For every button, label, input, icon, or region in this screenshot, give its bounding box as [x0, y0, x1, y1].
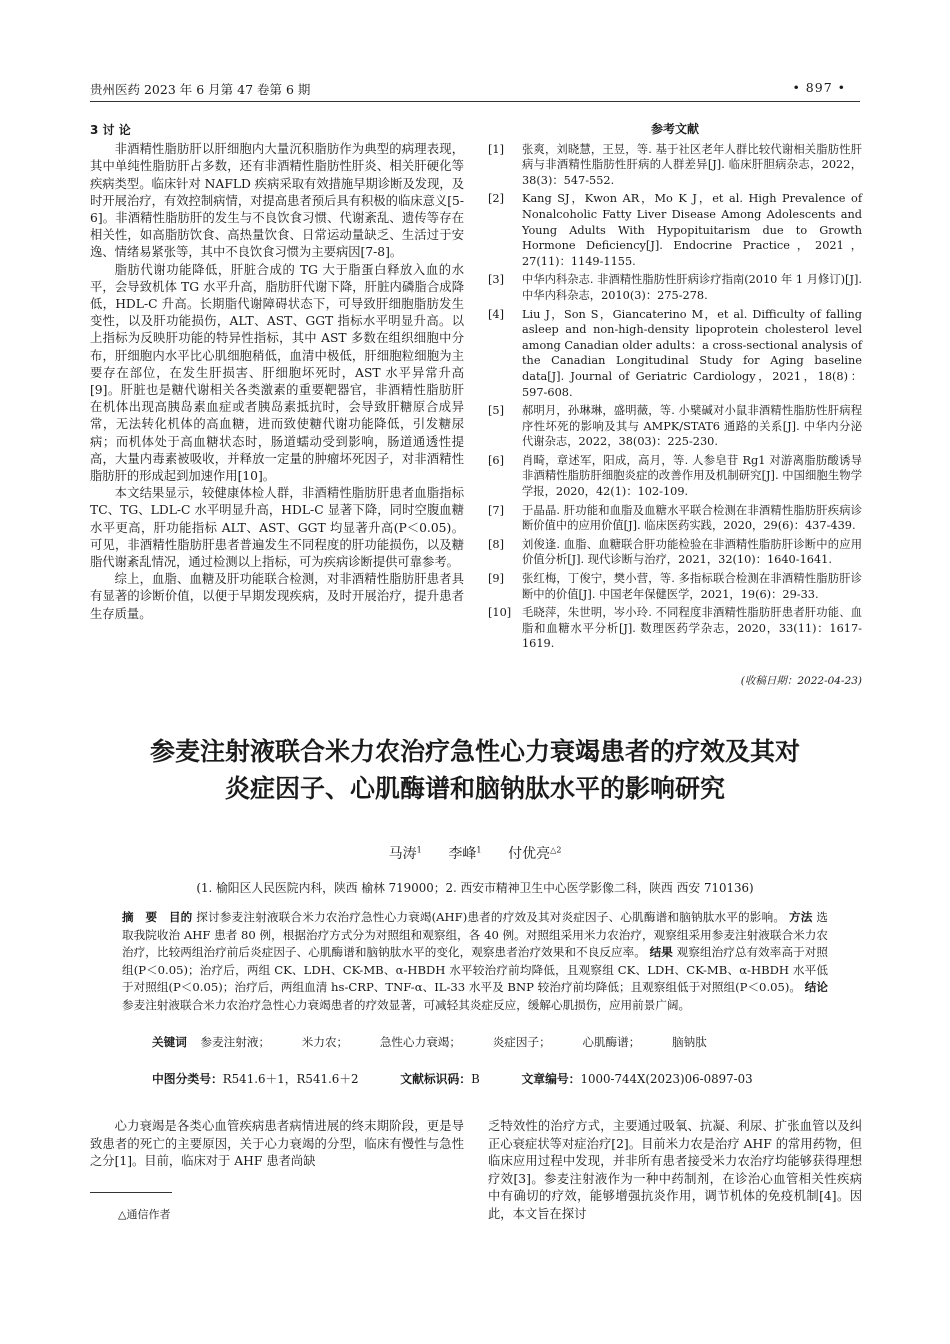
- discussion-paragraph: 脂肪代谢功能降低，肝脏合成的 TG 大于脂蛋白释放入血的水平，会导致机体 TG 水平升高，脂肪肝代谢下降，肝脏内磷脂合成降低，HDL-C 升高。长期脂代谢障碍状态下，可导致肝细胞脂肪发生变性，以及肝功能损伤，ALT、AST、GGT 指标水平明显升高。以上指标为反映肝功能的特异性指标，其中 AST 多数在组织细胞中分布，肝细胞内水平比心肌细胞稍低，血清中极低，肝细胞粒细胞为主要存在部位，在发生肝损害、肝细胞坏死时，AST 水平异常升高[9]。肝脏也是糖代谢相关各类激素的重要靶器官，非酒精性脂肪肝在机体出现高胰岛素血症或者胰岛素抵抗时，会导致肝糖原合成异常，无法转化机体的高血糖，进而致使糖代谢功能降低，引发糖尿病；而机体处于高血糖状态时，肠道蠕动受到影响，肠道通透性提高，大量内毒素被吸收，并释放一定量的肿瘤坏死因子，对非酒精性脂肪肝的形成起到加速作用[10]。: [90, 262, 464, 484]
- reference-item: [488, 307, 862, 401]
- author-name: 马涛: [388, 846, 417, 862]
- article-number-label: 文章编号：: [521, 1072, 581, 1086]
- running-header-page-number: • 897 •: [792, 80, 846, 95]
- reference-number: [9]: [488, 572, 505, 586]
- reference-item: [488, 503, 862, 534]
- author-affiliation-mark: △2: [550, 845, 562, 855]
- conclusion-text: 参麦注射液联合米力农治疗急性心力衰竭患者的疗效显著，可减轻其炎症反应，缓解心肌损伤，应用前景广阔。: [122, 997, 691, 1012]
- keyword: 炎症因子；: [492, 1035, 551, 1049]
- keyword: 参麦注射液；: [200, 1035, 271, 1049]
- intro-paragraph: 乏特效性的治疗方式，主要通过吸氧、抗凝、利尿、扩张血管以及纠正心衰症状等对症治疗[2]。目前米力农是治疗 AHF 的常用药物，但临床应用过程中发现，并非所有患者接受米力农治疗均能够获得理想疗效[3]。参麦注射液作为一种中药制剂，在诊治心血管相关性疾病中有确切的疗效，能够增强抗炎作用，调节机体的免疫机制[4]。因此，本文旨在探讨: [488, 1119, 862, 1221]
- objective-label: 目的: [168, 910, 193, 924]
- reference-number: [1]: [488, 142, 505, 156]
- reference-item: [488, 403, 862, 450]
- reference-text: 张爽，刘晓慧，王昱，等. 基于社区老年人群比较代谢相关脂肪性肝病与非酒精性脂肪性肝病的人群差异[J]. 临床肝胆病杂志，2022，38(3)：547-552.: [522, 142, 862, 187]
- intro-paragraph: 心力衰竭是各类心血管疾病患者病情进展的终末期阶段，更是导致患者的死亡的主要原因，关于心力衰竭的分型，临床有慢性与急性之分[1]。目前，临床对于 AHF 患者尚缺: [90, 1119, 464, 1169]
- article-title: [60, 733, 890, 807]
- reference-item: [488, 191, 862, 269]
- header-divider: [90, 101, 860, 102]
- reference-number: [8]: [488, 537, 505, 551]
- reference-text: 刘俊逢. 血脂、血糖联合肝功能检验在非酒精性脂肪肝诊断中的应用价值分析[J]. 现代诊断与治疗，2021，32(10)：1640-1641.: [522, 537, 862, 567]
- clc-value: R541.6＋1，R541.6＋2: [222, 1072, 359, 1086]
- clc-label: 中图分类号：: [152, 1072, 223, 1086]
- keyword: 急性心力衰竭；: [379, 1035, 461, 1049]
- article-title-line: 炎症因子、心肌酶谱和脑钠肽水平的影响研究: [224, 774, 725, 803]
- keyword: 心肌酶谱；: [582, 1035, 641, 1049]
- discussion-paragraph: 综上，血脂、血糖及肝功能联合检测，对非酒精性脂肪肝患者具有显著的诊断价值，以便于早期发现疾病，及时开展治疗，提升患者生存质量。: [90, 572, 464, 621]
- affiliations: (1. 榆阳区人民医院内科，陕西 榆林 719000；2. 西安市精神卫生中心医学影像二科，陕西 西安 710136): [196, 881, 754, 895]
- reference-number: [3]: [488, 273, 505, 287]
- reference-number: [5]: [488, 404, 505, 418]
- corresponding-author-footnote: △通信作者: [118, 1208, 171, 1221]
- references-heading: 参考文献: [650, 122, 699, 136]
- keywords-label: 关键词: [152, 1035, 187, 1049]
- author-name: 李峰: [448, 846, 477, 862]
- references-section: [488, 122, 862, 690]
- classification-line: [152, 1070, 828, 1087]
- running-header-journal: 贵州医药 2023 年 6 月第 47 卷第 6 期: [90, 82, 311, 97]
- reference-item: [488, 272, 862, 303]
- reference-text: Kang SJ，Kwon AR，Mo K J，et al. High Prevalence of Nonalcoholic Fatty Liver Disease Among Adolescents and Young Adults With Hypopituitarism due to Growth Hormone Deficiency[J]. Endocrine Practice，2021，27(11)：1149-1155.: [522, 192, 862, 268]
- reference-number: [2]: [488, 192, 505, 206]
- reference-number: [4]: [488, 307, 505, 321]
- intro-left-column: [90, 1118, 464, 1171]
- reference-number: [7]: [488, 503, 505, 517]
- discussion-paragraph: 非酒精性脂肪肝以肝细胞内大量沉积脂肪作为典型的病理表现，其中单纯性脂肪肝占多数，还有非酒精性脂肪性肝炎、相关肝硬化等疾病类型。临床针对 NAFLD 疾病采取有效措施早期诊断及发现，及时开展治疗，有效控制病情，对提高患者预后具有积极的临床意义[5-6]。非酒精性脂肪肝的发生与不良饮食习惯、代谢紊乱、遗传等存在相关性，如高脂肪饮食、高热量饮食、日常运动量缺乏、生活过于安逸、情绪易紧张等，其中不良饮食习惯为主要病因[7-8]。: [90, 142, 464, 260]
- reference-item: [488, 605, 862, 652]
- reference-item: [488, 571, 862, 602]
- keyword: 脑钠肽: [672, 1035, 707, 1049]
- intro-right-column: [488, 1118, 862, 1224]
- reference-item: [488, 537, 862, 568]
- reference-text: 郝明月，孙琳琳，盛明薇，等. 小檗碱对小鼠非酒精性脂肪性肝病程序性坏死的影响及其与 AMPK/STAT6 通路的关系[J]. 中华内分泌代谢杂志，2022，38(03)：225-230.: [522, 404, 862, 449]
- discussion-section: [90, 122, 464, 623]
- methods-text: 选取我院收治 AHF 患者 80 例，根据治疗方式分为对照组和观察组，各 40 例。对照组采用米力农治疗，观察组采用参麦注射液联合米力农治疗，比较两组治疗前后炎症因子、心肌酶谱和脑钠肽水平的变化，观察患者治疗效果和不良反应率。: [122, 910, 828, 959]
- reference-item: [488, 142, 862, 189]
- section-heading: 3 讨 论: [90, 123, 131, 137]
- reference-number: [6]: [488, 453, 505, 467]
- reference-text: 中华内科杂志. 非酒精性脂肪性肝病诊疗指南(2010 年 1 月修订)[J]. 中华内科杂志，2010(3)：275-278.: [522, 273, 862, 302]
- reference-text: Liu J，Son S，Giancaterino M，et al. Difficulty of falling asleep and non-high-density lipoprotein cholesterol level among Canadian older adults：a cross-sectional analysis of the Canadian Longitudinal Study for Aging baseline data[J]. Journal of Geriatric Cardiology，2021，18(8)：597-608.: [522, 307, 862, 399]
- reference-text: 张红梅，丁俊宁，樊小营，等. 多指标联合检测在非酒精性脂肪肝诊断中的价值[J]. 中国老年保健医学，2021，19(6)：29-33.: [522, 572, 862, 601]
- methods-label: 方法: [788, 910, 813, 924]
- results-text: 观察组治疗总有效率高于对照组(P＜0.05)；治疗后，两组 CK、LDH、CK-MB、α-HBDH 水平较治疗前均降低，且观察组 CK、LDH、CK-MB、α-HBDH 水平低于对照组(P＜0.05)；治疗后，两组血清 hs-CRP、TNF-α、IL-33 水平及 BNP 较治疗前均降低；且观察组低于对照组(P＜0.05)。: [122, 945, 828, 994]
- reference-item: [488, 453, 862, 500]
- reference-text: 毛晓萍，朱世明，岑小玲. 不同程度非酒精性脂肪肝患者肝功能、血脂和血糖水平分析[J]. 数理医药学杂志，2020，33(11)：1617-1619.: [522, 606, 862, 651]
- results-label: 结果: [649, 945, 673, 959]
- article-number-value: 1000-744X(2023)06-0897-03: [580, 1072, 753, 1086]
- reference-text: 于晶晶. 肝功能和血脂及血糖水平联合检测在非酒精性脂肪肝疾病诊断价值中的应用价值[J]. 临床医药实践，2020，29(6)：437-439.: [522, 503, 862, 533]
- doc-code-value: B: [471, 1072, 480, 1086]
- keyword: 米力农；: [301, 1035, 349, 1049]
- footnote-divider: [90, 1192, 172, 1193]
- objective-text: 探讨参麦注射液联合米力农治疗急性心力衰竭(AHF)患者的疗效及其对炎症因子、心肌酶谱和脑钠肽水平的影响。: [196, 910, 786, 924]
- author-name: 付优亮: [508, 846, 551, 862]
- author-affiliation-mark: 1: [476, 845, 482, 855]
- conclusion-label: 结论: [804, 980, 828, 994]
- abstract: [122, 909, 828, 1014]
- received-date: (收稿日期：2022-04-23): [740, 675, 862, 687]
- article-title-line: 参麦注射液联合米力农治疗急性心力衰竭患者的疗效及其对: [149, 737, 800, 766]
- abstract-label: 摘 要: [122, 910, 158, 924]
- author-affiliation-mark: 1: [416, 845, 422, 855]
- reference-text: 肖畸，章述军，阳成，高月，等. 人参皂苷 Rg1 对游离脂肪酸诱导非酒精性脂肪肝细胞炎症的改善作用及机制研究[J]. 中国细胞生物学学报，2020，42(1)：102-109.: [522, 453, 862, 499]
- author-list: [0, 843, 950, 863]
- keywords-line: [152, 1034, 828, 1050]
- doc-code-label: 文献标识码：: [400, 1072, 472, 1086]
- reference-number: [10]: [488, 606, 512, 620]
- discussion-paragraph: 本文结果显示，较健康体检人群，非酒精性脂肪肝患者血脂指标 TC、TG、LDL-C 水平明显升高，HDL-C 显著下降，同时空腹血糖水平更高，肝功能指标 ALT、AST、GGT 均显著升高(P＜0.05)。可见，非酒精性脂肪肝患者普遍发生不同程度的肝功能损伤，以及糖脂代谢紊乱情况，通过检测以上指标，可为疾病诊断提供可靠参考。: [90, 486, 464, 570]
